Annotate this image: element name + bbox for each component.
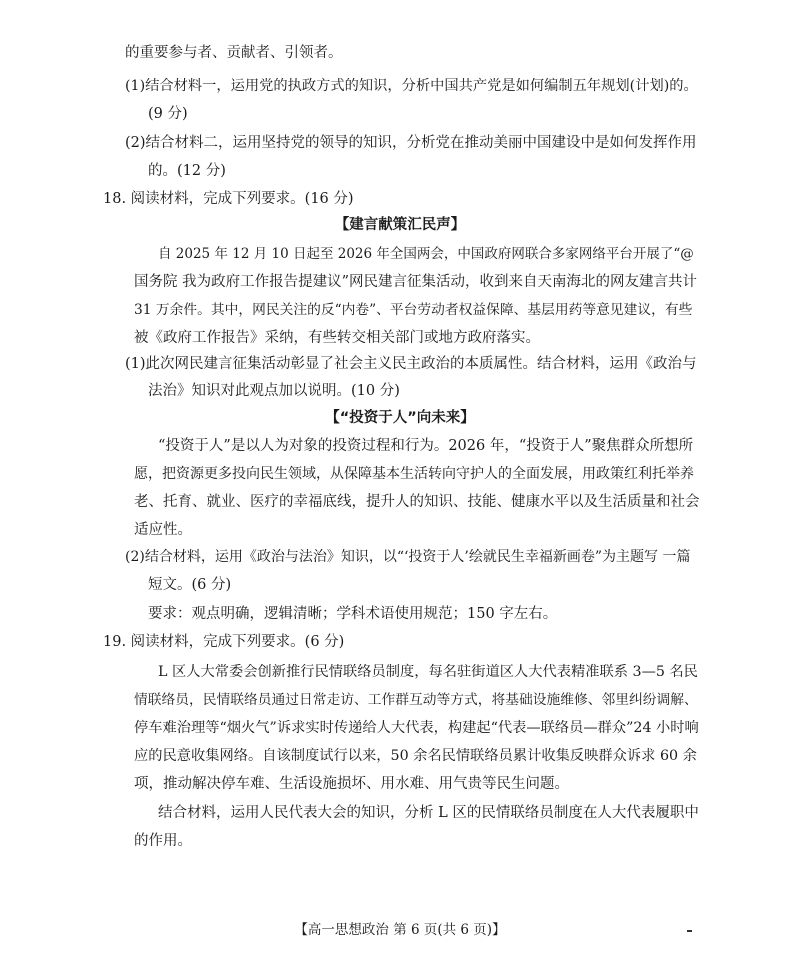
q18-stem: 18. 阅读材料，完成下列要求。(16 分) bbox=[103, 191, 354, 207]
q18-material-1-line: 31 万余件。其中，网民关注的反“内卷”、平台劳动者权益保障、基层用药等意见建议，有些 bbox=[134, 302, 693, 318]
q18-material-1-line: 自 2025 年 12 月 10 日起至 2026 年全国两会，中国政府网联合多家网络平台开展了“@ bbox=[158, 246, 694, 262]
q18-material-1-line: 国务院 我为政府工作报告提建议”网民建言征集活动，收到来自天南海北的网友建言共计 bbox=[134, 274, 698, 290]
q18-material-2-line: “投资于人”是以人为对象的投资过程和行为。2026 年，“投资于人”聚焦群众所想所 bbox=[158, 438, 694, 454]
q18-material-2-line: 老、托育、就业、医疗的幸福底线，提升人的知识、技能、健康水平以及生活质量和社会 bbox=[134, 494, 700, 510]
q18-heading-2: 【“投资于人”向未来】 bbox=[325, 410, 475, 426]
q18-material-1-line: 被《政府工作报告》采纳，有些转交相关部门或地方政府落实。 bbox=[134, 330, 540, 346]
q19-task-line1: 结合材料，运用人民代表大会的知识，分析 L 区的民情联络员制度在人大代表履职中 bbox=[158, 805, 699, 821]
page-footer: 【高一思想政治 第 6 页(共 6 页)】 bbox=[294, 922, 506, 938]
q17-sub1-line2: (9 分) bbox=[148, 106, 188, 122]
q18-requirements: 要求：观点明确，逻辑清晰；学科术语使用规范；150 字左右。 bbox=[148, 606, 558, 622]
q19-material-line: 应的民意收集网络。自该制度试行以来，50 余名民情联络员累计收集反映群众诉求 60 余 bbox=[134, 748, 697, 764]
q18-heading-1: 【建言献策汇民声】 bbox=[334, 217, 466, 233]
q19-stem: 19. 阅读材料，完成下列要求。(6 分) bbox=[103, 634, 345, 650]
q19-material-line: 情联络员，民情联络员通过日常走访、工作群互动等方式，将基础设施维修、邻里纠纷调解、 bbox=[134, 692, 698, 708]
q17-sub1-line1: (1)结合材料一，运用党的执政方式的知识，分析中国共产党是如何编制五年规划(计划)的。 bbox=[125, 78, 698, 94]
q18-sub1-line1: (1)此次网民建言征集活动彰显了社会主义民主政治的本质属性。结合材料，运用《政治与 bbox=[125, 356, 697, 372]
q17-sub2-line1: (2)结合材料二，运用坚持党的领导的知识，分析党在推动美丽中国建设中是如何发挥作用 bbox=[125, 135, 697, 151]
q18-sub2-line2: 短文。(6 分) bbox=[148, 577, 232, 593]
intro-tail: 的重要参与者、贡献者、引领者。 bbox=[125, 45, 343, 61]
q19-material-line: L 区人大常委会创新推行民情联络员制度，每名驻街道区人大代表精准联系 3—5 名民 bbox=[158, 664, 698, 680]
q18-sub2-line1: (2)结合材料，运用《政治与法治》知识，以“‘投资于人’绘就民生幸福新画卷”为主题写 一篇 bbox=[125, 549, 691, 565]
q17-sub2-line2: 的。(12 分) bbox=[148, 163, 226, 179]
q19-material-line: 停车难治理等“烟火气”诉求实时传递给人大代表，构建起“代表—联络员—群众”24 小时响 bbox=[134, 720, 699, 736]
q18-material-2-line: 适应性。 bbox=[134, 522, 192, 538]
corner-mark bbox=[687, 930, 692, 932]
q19-task-line2: 的作用。 bbox=[134, 833, 192, 849]
q18-sub1-line2: 法治》知识对此观点加以说明。(10 分) bbox=[148, 383, 400, 399]
q19-material-line: 项，推动解决停车难、生活设施损坏、用水难、用气贵等民生问题。 bbox=[134, 776, 569, 792]
q18-material-2-line: 愿，把资源更多投向民生领域，从保障基本生活转向守护人的全面发展，用政策红利托举养 bbox=[134, 466, 694, 482]
